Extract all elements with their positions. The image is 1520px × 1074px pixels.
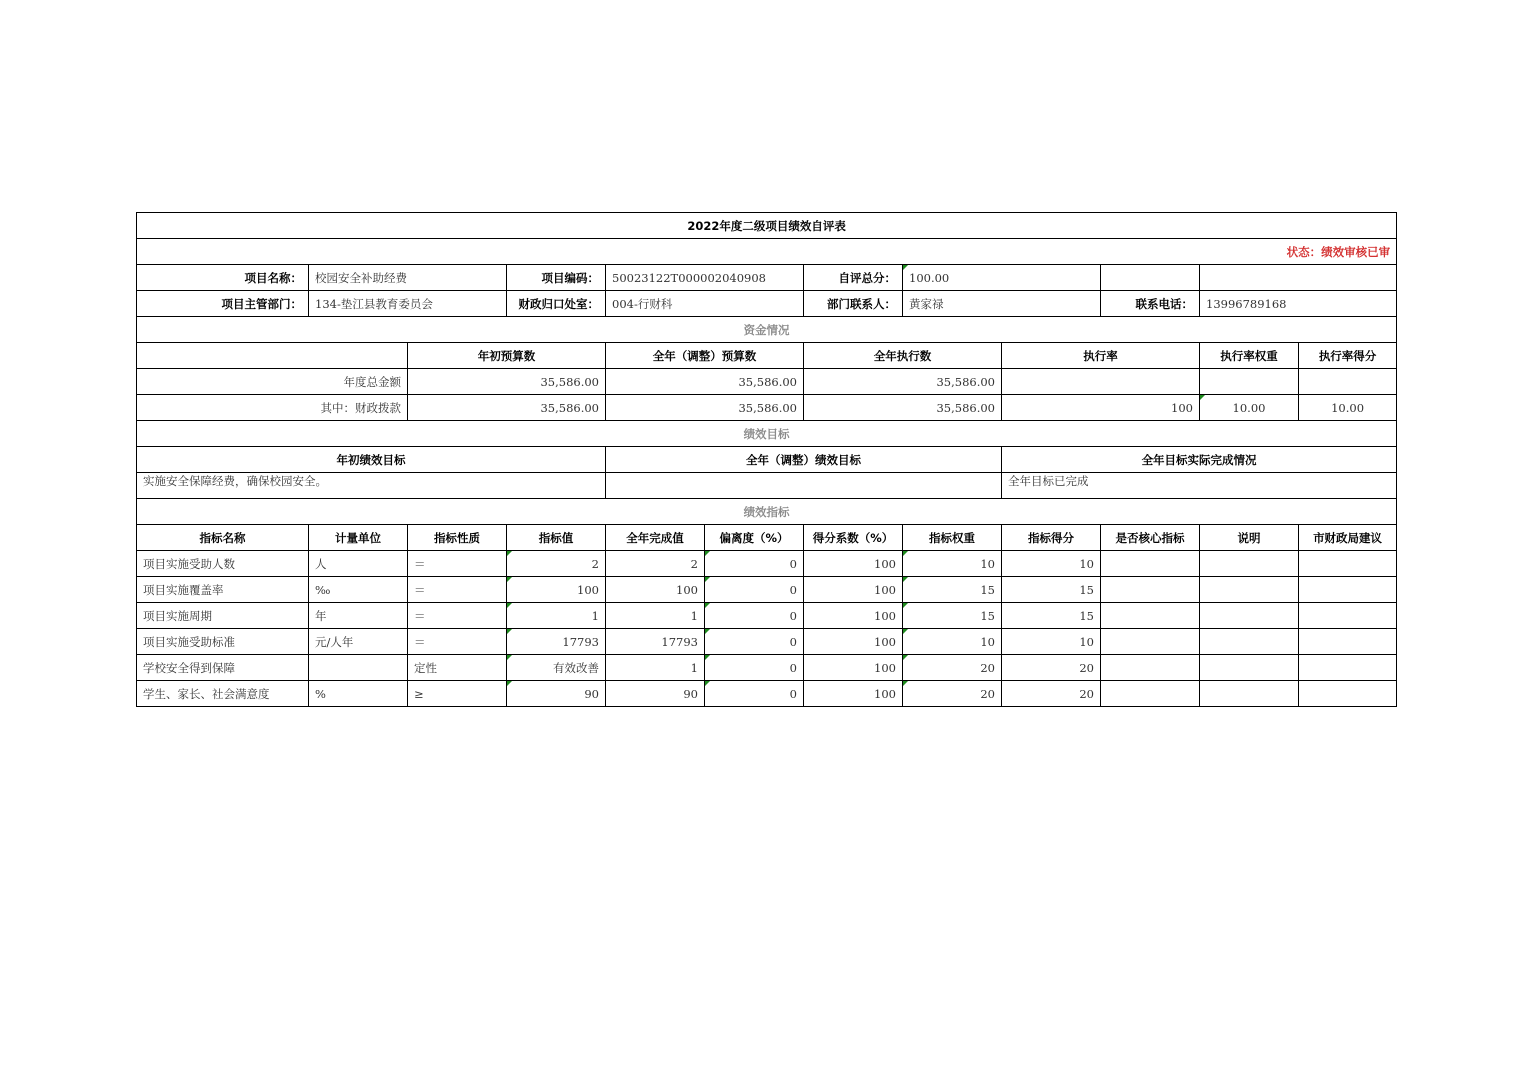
indicator-target: 17793: [507, 629, 606, 655]
info-row-1: [137, 265, 1397, 291]
indicator-done: 1: [606, 655, 705, 681]
table-row: [137, 681, 1397, 707]
indicator-unit: %: [309, 681, 408, 707]
indicator-score: 15: [1002, 603, 1101, 629]
total-score-value: 100.00: [903, 265, 1101, 291]
dept-value: 134-垫江县教育委员会: [309, 291, 507, 317]
indicator-note: [1200, 681, 1299, 707]
goals-section-title: 绩效目标: [137, 421, 1397, 447]
indicator-nature: ＝: [408, 551, 507, 577]
indicator-coefficient: 100: [804, 551, 903, 577]
indicator-note: [1200, 655, 1299, 681]
funds-score: 10.00: [1299, 395, 1397, 421]
contact-label: 部门联系人：: [804, 291, 903, 317]
indicator-done: 90: [606, 681, 705, 707]
indicator-nature: 定性: [408, 655, 507, 681]
initial-goal-text: 实施安全保障经费，确保校园安全。: [137, 473, 606, 499]
col-rate-weight: 执行率权重: [1200, 343, 1299, 369]
indicator-advice: [1299, 603, 1397, 629]
funds-adjusted: 35,586.00: [606, 395, 804, 421]
indicator-name: 项目实施周期: [137, 603, 309, 629]
office-value: 004-行财科: [606, 291, 804, 317]
indicator-target: 90: [507, 681, 606, 707]
indicator-deviation: 0: [705, 655, 804, 681]
indicator-target: 100: [507, 577, 606, 603]
indicator-score: 10: [1002, 551, 1101, 577]
col-deviation: 偏离度（%）: [705, 525, 804, 551]
indicator-target: 1: [507, 603, 606, 629]
actual-goal-text: 全年目标已完成: [1002, 473, 1397, 499]
col-rate-score: 执行率得分: [1299, 343, 1397, 369]
indicator-score: 10: [1002, 629, 1101, 655]
indicator-unit: [309, 655, 408, 681]
funds-executed: 35,586.00: [804, 395, 1002, 421]
col-executed: 全年执行数: [804, 343, 1002, 369]
table-row: [137, 551, 1397, 577]
indicator-weight: 10: [903, 629, 1002, 655]
indicator-core: [1101, 577, 1200, 603]
indicator-note: [1200, 629, 1299, 655]
indicator-coefficient: 100: [804, 629, 903, 655]
indicator-nature: ≥: [408, 681, 507, 707]
col-indicator-name: 指标名称: [137, 525, 309, 551]
indicator-name: 项目实施受助人数: [137, 551, 309, 577]
goals-header-row: [137, 447, 1397, 473]
funds-rate: [1002, 369, 1200, 395]
table-row: [137, 603, 1397, 629]
indicator-deviation: 0: [705, 603, 804, 629]
indicators-header-row: [137, 525, 1397, 551]
indicator-coefficient: 100: [804, 655, 903, 681]
indicator-score: 15: [1002, 577, 1101, 603]
phone-label: 联系电话：: [1101, 291, 1200, 317]
indicator-weight: 10: [903, 551, 1002, 577]
funds-section-title: 资金情况: [137, 317, 1397, 343]
info-row-2: [137, 291, 1397, 317]
indicator-coefficient: 100: [804, 603, 903, 629]
indicator-unit: ‰: [309, 577, 408, 603]
table-row: [137, 655, 1397, 681]
indicator-score: 20: [1002, 681, 1101, 707]
indicator-core: [1101, 603, 1200, 629]
col-core: 是否核心指标: [1101, 525, 1200, 551]
col-adjusted-goal: 全年（调整）绩效目标: [606, 447, 1002, 473]
indicator-nature: ＝: [408, 603, 507, 629]
funds-initial: 35,586.00: [408, 395, 606, 421]
status-badge: 状态：绩效审核已审: [137, 239, 1397, 265]
empty-cell: [137, 343, 408, 369]
indicator-weight: 15: [903, 603, 1002, 629]
indicator-deviation: 0: [705, 551, 804, 577]
funds-rate: 100: [1002, 395, 1200, 421]
indicator-nature: ＝: [408, 629, 507, 655]
indicator-deviation: 0: [705, 681, 804, 707]
project-name-label: 项目名称：: [137, 265, 309, 291]
funds-score: [1299, 369, 1397, 395]
indicator-unit: 元/人年: [309, 629, 408, 655]
indicator-done: 2: [606, 551, 705, 577]
col-initial-goal: 年初绩效目标: [137, 447, 606, 473]
dept-label: 项目主管部门：: [137, 291, 309, 317]
col-coefficient: 得分系数（%）: [804, 525, 903, 551]
col-note: 说明: [1200, 525, 1299, 551]
indicator-note: [1200, 551, 1299, 577]
self-evaluation-table: [136, 212, 1397, 707]
indicator-weight: 20: [903, 681, 1002, 707]
indicator-deviation: 0: [705, 577, 804, 603]
phone-value: 13996789168: [1200, 291, 1397, 317]
goals-content-row: [137, 473, 1397, 499]
indicator-weight: 15: [903, 577, 1002, 603]
indicator-done: 17793: [606, 629, 705, 655]
indicator-coefficient: 100: [804, 577, 903, 603]
empty-cell: [1200, 265, 1397, 291]
indicator-core: [1101, 655, 1200, 681]
col-score: 指标得分: [1002, 525, 1101, 551]
col-nature: 指标性质: [408, 525, 507, 551]
funds-initial: 35,586.00: [408, 369, 606, 395]
col-adjusted-budget: 全年（调整）预算数: [606, 343, 804, 369]
indicator-advice: [1299, 655, 1397, 681]
funds-weight: 10.00: [1200, 395, 1299, 421]
indicator-nature: ＝: [408, 577, 507, 603]
funds-row-label: 年度总金额: [137, 369, 408, 395]
empty-cell: [1101, 265, 1200, 291]
indicator-name: 项目实施覆盖率: [137, 577, 309, 603]
project-name-value: 校园安全补助经费: [309, 265, 507, 291]
indicator-weight: 20: [903, 655, 1002, 681]
indicator-note: [1200, 577, 1299, 603]
col-actual-goal: 全年目标实际完成情况: [1002, 447, 1397, 473]
indicator-advice: [1299, 551, 1397, 577]
col-target: 指标值: [507, 525, 606, 551]
office-label: 财政归口处室：: [507, 291, 606, 317]
indicator-name: 学生、家长、社会满意度: [137, 681, 309, 707]
col-exec-rate: 执行率: [1002, 343, 1200, 369]
table-row: [137, 629, 1397, 655]
funds-weight: [1200, 369, 1299, 395]
funds-adjusted: 35,586.00: [606, 369, 804, 395]
indicator-score: 20: [1002, 655, 1101, 681]
indicator-name: 学校安全得到保障: [137, 655, 309, 681]
indicator-advice: [1299, 629, 1397, 655]
indicator-target: 2: [507, 551, 606, 577]
funds-row-label: 其中：财政拨款: [137, 395, 408, 421]
adjusted-goal-text: [606, 473, 1002, 499]
indicator-target: 有效改善: [507, 655, 606, 681]
indicator-core: [1101, 629, 1200, 655]
indicator-name: 项目实施受助标准: [137, 629, 309, 655]
indicators-section-title: 绩效指标: [137, 499, 1397, 525]
funds-executed: 35,586.00: [804, 369, 1002, 395]
funds-header-row: [137, 343, 1397, 369]
col-initial-budget: 年初预算数: [408, 343, 606, 369]
table-row: [137, 577, 1397, 603]
contact-value: 黄家禄: [903, 291, 1101, 317]
indicator-deviation: 0: [705, 629, 804, 655]
indicator-core: [1101, 681, 1200, 707]
indicator-done: 1: [606, 603, 705, 629]
col-weight: 指标权重: [903, 525, 1002, 551]
total-score-label: 自评总分：: [804, 265, 903, 291]
indicator-done: 100: [606, 577, 705, 603]
indicator-advice: [1299, 681, 1397, 707]
indicator-unit: 人: [309, 551, 408, 577]
indicator-note: [1200, 603, 1299, 629]
funds-row: [137, 395, 1397, 421]
project-code-label: 项目编码：: [507, 265, 606, 291]
col-unit: 计量单位: [309, 525, 408, 551]
funds-row: [137, 369, 1397, 395]
indicator-unit: 年: [309, 603, 408, 629]
indicator-coefficient: 100: [804, 681, 903, 707]
indicator-advice: [1299, 577, 1397, 603]
indicator-core: [1101, 551, 1200, 577]
col-done: 全年完成值: [606, 525, 705, 551]
page-title: 2022年度二级项目绩效自评表: [137, 213, 1397, 239]
col-advice: 市财政局建议: [1299, 525, 1397, 551]
project-code-value: 50023122T000002040908: [606, 265, 804, 291]
